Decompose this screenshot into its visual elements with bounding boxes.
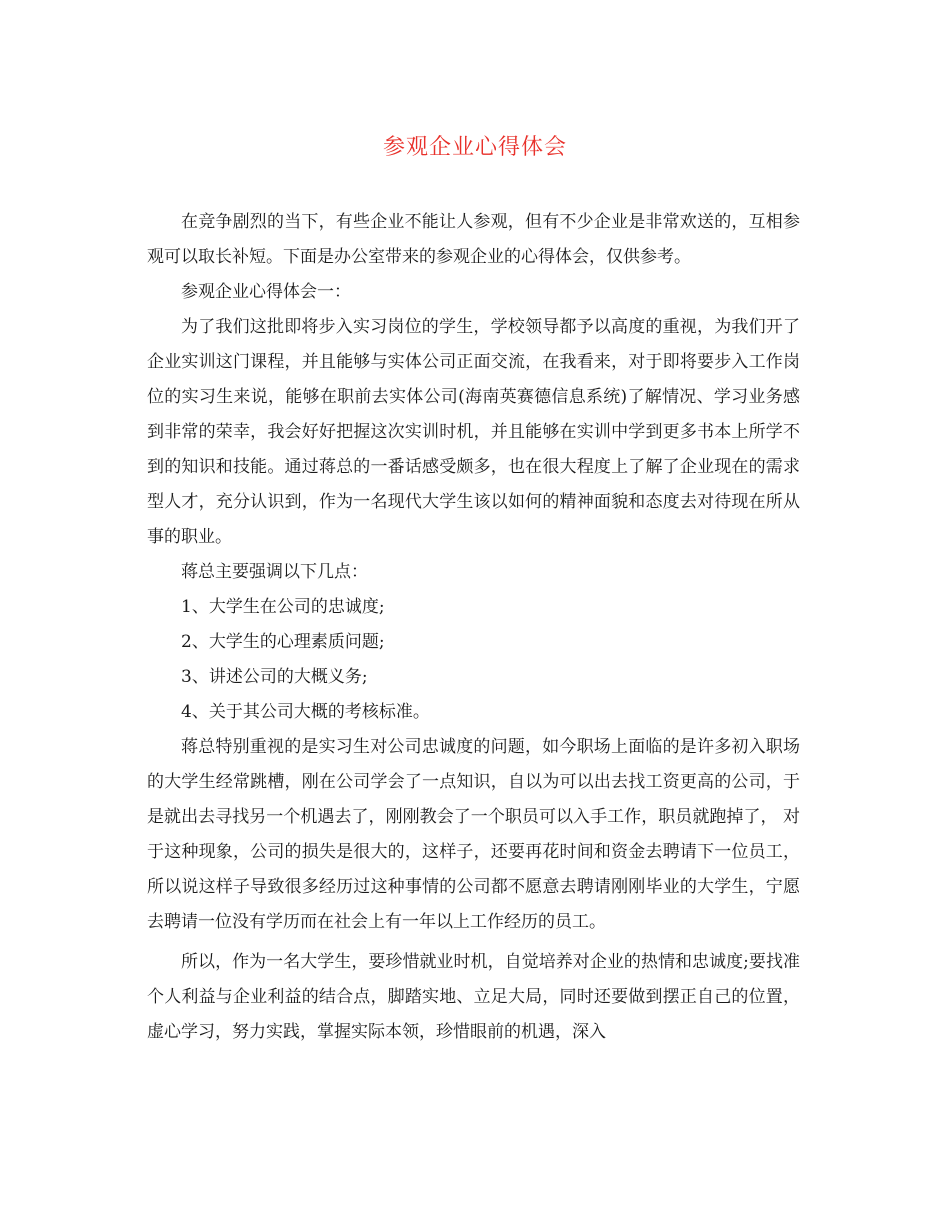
list-item: 3、讲述公司的大概义务;	[181, 667, 368, 687]
list-item: 2、大学生的心理素质问题;	[181, 632, 385, 652]
list-item: 4、关于其公司大概的考核标准。	[181, 702, 430, 722]
list-item: 1、大学生在公司的忠诚度;	[181, 597, 385, 617]
document-body	[147, 205, 800, 1050]
intro-paragraph: 在竞争剧烈的当下，有些企业不能让人参观，但有不少企业是非常欢送的，互相参观可以取长补短。下面是办公室带来的参观企业的心得体会，仅供参考。	[147, 212, 800, 267]
list-intro: 蒋总主要强调以下几点：	[181, 562, 368, 582]
body-paragraph: 所以，作为一名大学生，要珍惜就业时机，自觉培养对企业的热情和忠诚度;要找准个人利益与企业利益的结合点，脚踏实地、立足大局，同时还要做到摆正自己的位置，虚心学习，努力实践，掌握实际本领，珍惜眼前的机遇，深入	[147, 952, 800, 1042]
body-paragraph: 蒋总特别重视的是实习生对公司忠诚度的问题，如今职场上面临的是许多初入职场的大学生经常跳槽，刚在公司学会了一点知识，自以为可以出去找工资更高的公司，于是就出去寻找另一个机遇去了，刚刚教会了一个职员可以入手工作，职员就跑掉了， 对于这种现象，公司的损失是很大的，这样子，还要再花时间和资金去聘请下一位员工，所以说这样子导致很多经历过这种事情的公司都不愿意去聘请刚刚毕业的大学生，宁愿去聘请一位没有学历而在社会上有一年以上工作经历的员工。	[147, 737, 800, 932]
section-heading: 参观企业心得体会一：	[181, 282, 351, 302]
body-paragraph: 为了我们这批即将步入实习岗位的学生，学校领导都予以高度的重视，为我们开了企业实训这门课程，并且能够与实体公司正面交流，在我看来，对于即将要步入工作岗位的实习生来说，能够在职前去实体公司(海南英赛德信息系统)了解情况、学习业务感到非常的荣幸，我会好好把握这次实训时机，并且能够在实训中学到更多书本上所学不到的知识和技能。通过蒋总的一番话感受颇多，也在很大程度上了解了企业现在的需求型人才，充分认识到，作为一名现代大学生该以如何的精神面貌和态度去对待现在所从事的职业。	[147, 317, 800, 547]
document-title: 参观企业心得体会	[382, 135, 567, 160]
